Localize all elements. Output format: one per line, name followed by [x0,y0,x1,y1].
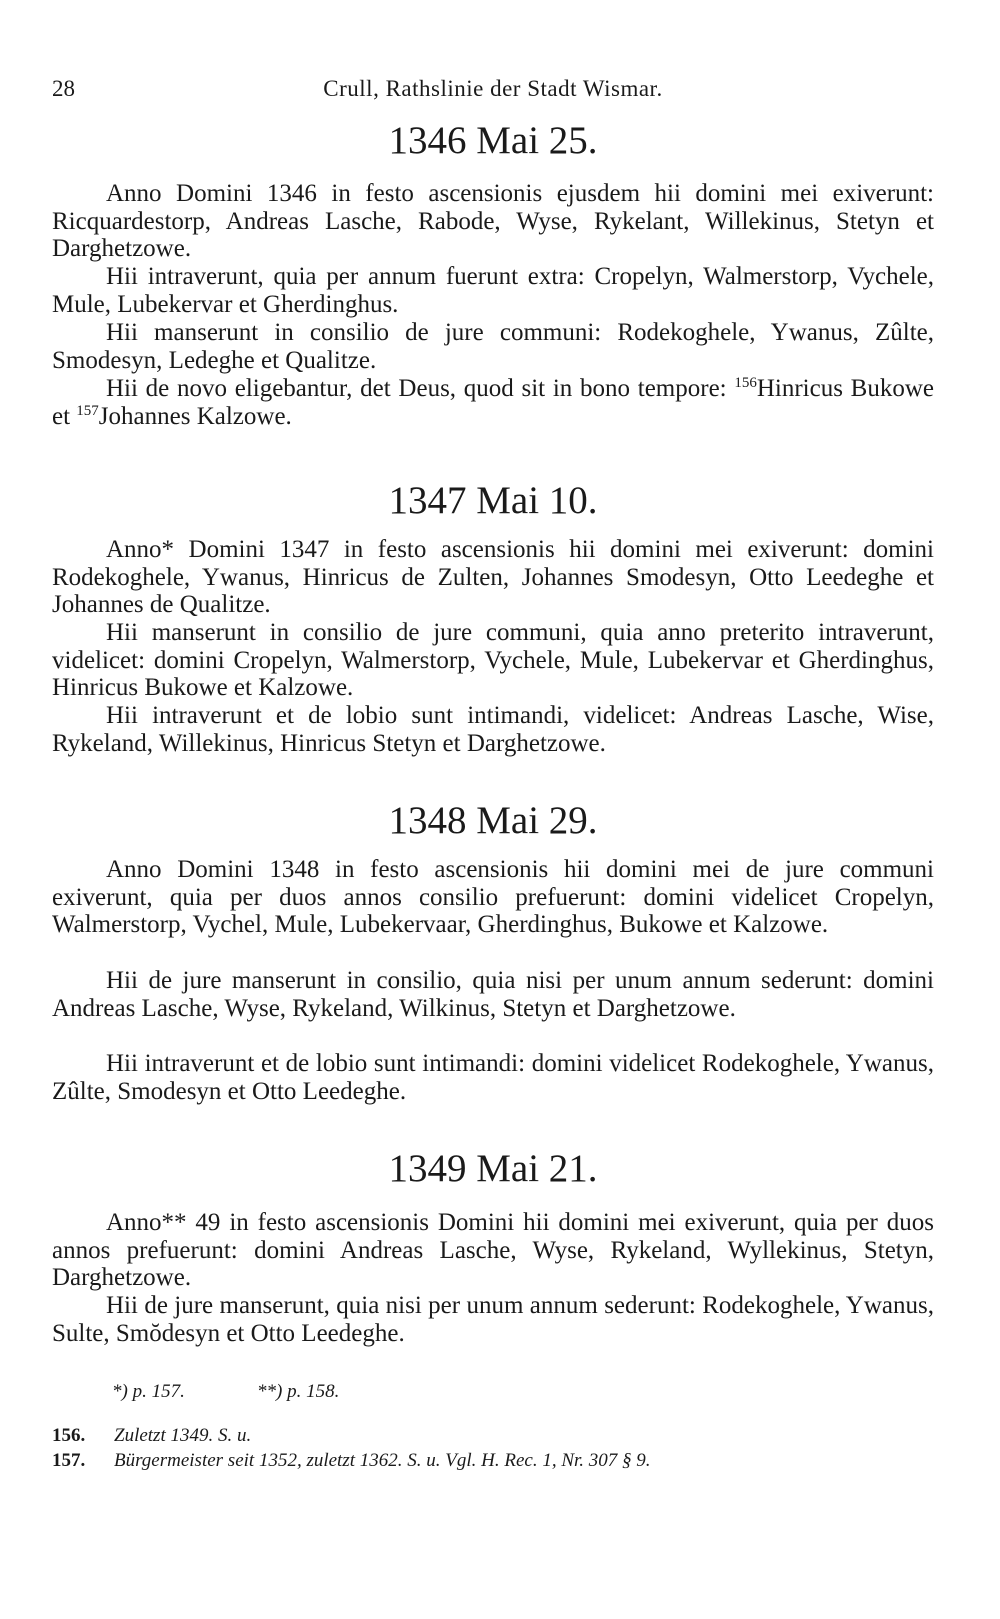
paragraph-1347-intraverunt: Hii intraverunt et de lobio sunt intimandi, videlicet: Andreas Lasche, Wise, Rykeland, Willekinus, Hinricus Stetyn et Darghetzowe. [52,702,934,757]
name-johannes-kalzowe: Johannes Kalzowe. [98,402,292,430]
footnote-ref-156: 156 [734,375,757,391]
paragraph-1349-exiverunt: Anno** 49 in festo ascensionis Domini hii domini mei exiverunt, quia per duos annos prefuerunt: domini Andreas Lasche, Wyse, Rykeland, Wyllekinus, Stetyn, Darghetzowe. [52,1209,934,1292]
paragraph-1349-manserunt: Hii de jure manserunt, quia nisi per unum annum sederunt: Rodekoghele, Ywanus, Sulte, Smŏdesyn et Otto Leedeghe. [52,1292,934,1347]
paragraph-1347-exiverunt: Anno* Domini 1347 in festo ascensionis hii domini mei exiverunt: domini Rodekoghele, Ywanus, Hinricus de Zulten, Johannes Smodesyn, Otto Leedeghe et Johannes de Qualitze. [52,536,934,619]
running-title: Crull, Rathslinie der Stadt Wismar. [323,76,663,101]
name-hinricus-bukowe: Hinricus Bukowe et [52,375,935,430]
footnote-text: Zuletzt 1349. S. u. [114,1425,252,1446]
paragraph-1348-exiverunt: Anno Domini 1348 in festo ascensionis hii domini mei de jure communi exiverunt, quia per duos annos consilio prefuerunt: domini videlicet Cropelyn, Walmerstorp, Vychel, Mule, Lubekervaar, Gherdinghus, Bukowe et Kalzowe. [52,856,934,939]
footnote-156 [52,1424,934,1448]
page-note-single-asterisk: *) p. 157. [112,1381,185,1402]
footnote-text: Bürgermeister seit 1352, zuletzt 1362. S. u. Vgl. H. Rec. 1, Nr. 307 § 9. [114,1450,651,1471]
footnote-number: 157. [52,1450,86,1471]
section-heading-1349: 1349 Mai 21. [388,1147,598,1190]
eligebantur-lead: Hii de novo eligebantur, det Deus, quod sit in bono tempore: [106,375,727,402]
footnote-157 [52,1449,934,1473]
section-heading-1346: 1346 Mai 25. [388,119,598,162]
paragraph-1346-eligebantur [52,375,934,430]
footnote-number: 156. [52,1425,86,1446]
page-header [52,76,934,104]
paragraph-1347-manserunt: Hii manserunt in consilio de jure communi, quia anno preterito intraverunt, videlicet: domini Cropelyn, Walmerstorp, Vychele, Mule, Lubekervar et Gherdinghus, Hinricus Bukowe et Kalzowe. [52,619,934,702]
page-note-double-asterisk: **) p. 158. [257,1381,340,1402]
paragraph-1346-exiverunt: Anno Domini 1346 in festo ascensionis ejusdem hii domini mei exiverunt: Ricquardestorp, Andreas Lasche, Rabode, Wyse, Rykelant, Willekinus, Stetyn et Darghetzowe. [52,180,934,263]
paragraph-1346-intraverunt: Hii intraverunt, quia per annum fuerunt extra: Cropelyn, Walmerstorp, Vychele, Mule, Lubekervar et Gherdinghus. [52,263,934,318]
page-number: 28 [52,76,75,101]
paragraph-1348-manserunt: Hii de jure manserunt in consilio, quia nisi per unum annum sederunt: domini Andreas Lasche, Wyse, Rykeland, Wilkinus, Stetyn et Darghetzowe. [52,967,934,1022]
footnote-ref-157: 157 [76,402,99,419]
paragraph-1346-manserunt: Hii manserunt in consilio de jure communi: Rodekoghele, Ywanus, Zûlte, Smodesyn, Ledeghe et Qualitze. [52,319,934,374]
paragraph-1348-intraverunt: Hii intraverunt et de lobio sunt intimandi: domini videlicet Rodekoghele, Ywanus, Zûlte, Smodesyn et Otto Leedeghe. [52,1050,934,1105]
section-heading-1348: 1348 Mai 29. [388,799,598,842]
section-heading-1347: 1347 Mai 10. [388,479,598,522]
